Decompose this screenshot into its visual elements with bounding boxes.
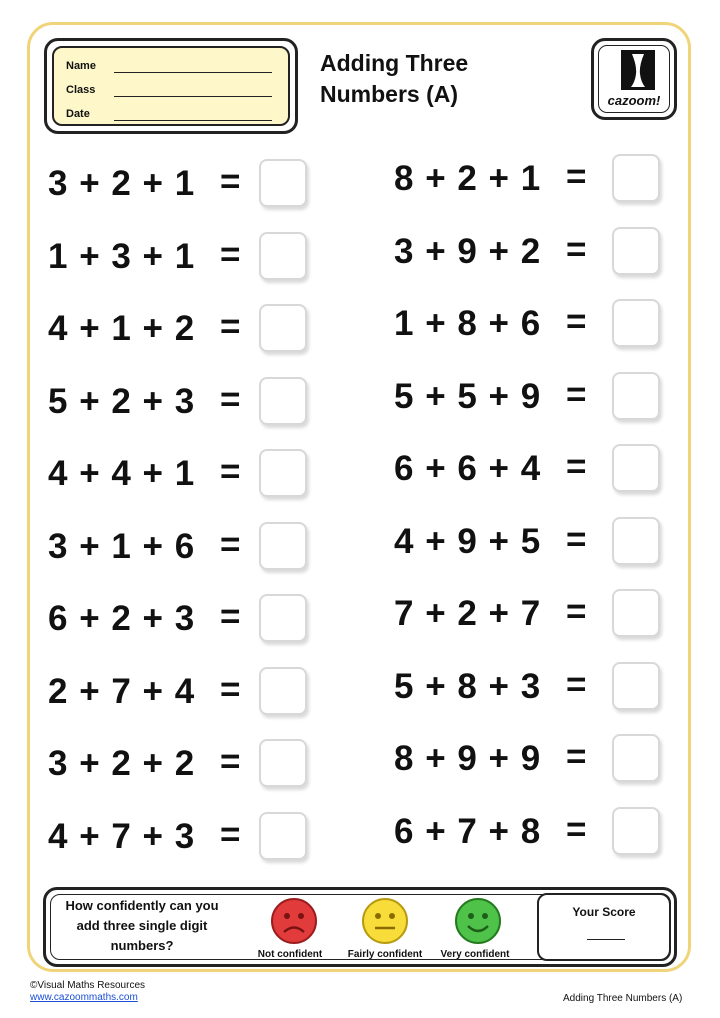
answer-box[interactable] bbox=[259, 812, 307, 860]
confidence-question: How confidently can you add three single digit numbers? bbox=[65, 898, 219, 953]
question-expression: 1 + 8 + 6 bbox=[394, 304, 542, 343]
date-line[interactable] bbox=[114, 120, 272, 121]
equals-sign: = bbox=[220, 307, 241, 346]
question-expression: 6 + 6 + 4 bbox=[394, 449, 542, 488]
name-line[interactable] bbox=[114, 72, 272, 73]
question-row bbox=[394, 225, 541, 279]
name-class-date-box bbox=[44, 38, 298, 134]
class-label: Class bbox=[66, 84, 96, 96]
question-row bbox=[48, 375, 195, 429]
very-confident-label: Very confident bbox=[440, 949, 510, 960]
your-score-label: Your Score bbox=[572, 905, 636, 919]
question-expression: 4 + 7 + 3 bbox=[48, 816, 196, 856]
question-expression: 4 + 1 + 2 bbox=[48, 309, 196, 348]
sad-face-icon[interactable] bbox=[269, 896, 319, 946]
equals-sign: = bbox=[566, 374, 587, 414]
copyright: ©Visual Maths Resources bbox=[30, 980, 146, 991]
question-row bbox=[394, 660, 541, 714]
question-expression: 8 + 9 + 9 bbox=[394, 739, 542, 778]
equals-sign: = bbox=[566, 664, 587, 704]
question-expression: 7 + 2 + 7 bbox=[394, 594, 542, 633]
question-expression: 3 + 2 + 1 bbox=[48, 164, 196, 203]
answer-box[interactable] bbox=[259, 594, 307, 642]
equals-sign: = bbox=[566, 302, 587, 341]
question-row bbox=[394, 515, 541, 569]
question-expression: 4 + 4 + 1 bbox=[48, 454, 196, 493]
equals-sign: = bbox=[220, 452, 241, 491]
equals-sign: = bbox=[566, 229, 587, 269]
equals-sign: = bbox=[566, 592, 587, 631]
question-row bbox=[48, 230, 195, 284]
question-expression: 4 + 9 + 5 bbox=[394, 521, 542, 561]
date-label: Date bbox=[66, 108, 90, 120]
question-row bbox=[394, 152, 541, 206]
answer-box[interactable] bbox=[259, 377, 307, 425]
question-row bbox=[48, 157, 195, 211]
equals-sign: = bbox=[566, 519, 587, 559]
question-expression: 3 + 2 + 2 bbox=[48, 744, 196, 783]
equals-sign: = bbox=[566, 737, 587, 776]
question-expression: 6 + 2 + 3 bbox=[48, 599, 196, 638]
question-row bbox=[394, 732, 541, 786]
equals-sign: = bbox=[566, 157, 587, 196]
answer-box[interactable] bbox=[612, 299, 660, 347]
equals-sign: = bbox=[566, 447, 587, 486]
class-line[interactable] bbox=[114, 96, 272, 97]
equals-sign: = bbox=[220, 379, 241, 419]
question-expression: 8 + 2 + 1 bbox=[394, 159, 542, 198]
equals-sign: = bbox=[220, 669, 241, 709]
equals-sign: = bbox=[220, 742, 241, 781]
name-label: Name bbox=[66, 60, 96, 72]
question-expression: 3 + 9 + 2 bbox=[394, 231, 542, 271]
score-box[interactable] bbox=[537, 893, 671, 961]
question-expression: 6 + 7 + 8 bbox=[394, 811, 542, 851]
answer-box[interactable] bbox=[259, 667, 307, 715]
question-expression: 5 + 8 + 3 bbox=[394, 666, 542, 706]
question-row bbox=[394, 370, 541, 424]
worksheet-title: Adding Three Numbers (A) bbox=[320, 50, 469, 107]
question-expression: 2 + 7 + 4 bbox=[48, 671, 196, 711]
cazoom-logo bbox=[591, 38, 677, 120]
answer-box[interactable] bbox=[259, 232, 307, 280]
question-row bbox=[394, 805, 541, 859]
equals-sign: = bbox=[220, 814, 241, 854]
question-row bbox=[48, 447, 195, 501]
answer-box[interactable] bbox=[612, 444, 660, 492]
question-row bbox=[48, 520, 195, 574]
question-row bbox=[48, 810, 195, 864]
answer-box[interactable] bbox=[259, 304, 307, 352]
score-line bbox=[587, 939, 625, 940]
equals-sign: = bbox=[220, 162, 241, 201]
equals-sign: = bbox=[220, 597, 241, 636]
happy-face-icon[interactable] bbox=[453, 896, 503, 946]
answer-box[interactable] bbox=[612, 589, 660, 637]
fairly-confident-label: Fairly confident bbox=[347, 949, 423, 960]
question-row bbox=[48, 592, 195, 646]
answer-box[interactable] bbox=[612, 662, 660, 710]
footer-title: Adding Three Numbers (A) bbox=[563, 993, 683, 1004]
question-row bbox=[48, 737, 195, 791]
equals-sign: = bbox=[220, 234, 241, 274]
question-expression: 5 + 5 + 9 bbox=[394, 376, 542, 416]
answer-box[interactable] bbox=[612, 734, 660, 782]
question-expression: 5 + 2 + 3 bbox=[48, 381, 196, 421]
equals-sign: = bbox=[566, 809, 587, 849]
logo-text: cazoom! bbox=[607, 93, 661, 108]
answer-box[interactable] bbox=[259, 449, 307, 497]
question-expression: 3 + 1 + 6 bbox=[48, 526, 196, 566]
answer-box[interactable] bbox=[612, 372, 660, 420]
answer-box[interactable] bbox=[612, 154, 660, 202]
question-row bbox=[394, 442, 541, 496]
answer-box[interactable] bbox=[259, 159, 307, 207]
question-row bbox=[48, 665, 195, 719]
neutral-face-icon[interactable] bbox=[360, 896, 410, 946]
answer-box[interactable] bbox=[612, 517, 660, 565]
website-link[interactable]: www.cazoommaths.com bbox=[30, 992, 138, 1003]
question-row bbox=[394, 297, 541, 351]
answer-box[interactable] bbox=[259, 522, 307, 570]
logo-icon bbox=[601, 50, 675, 94]
answer-box[interactable] bbox=[612, 227, 660, 275]
question-expression: 1 + 3 + 1 bbox=[48, 236, 196, 276]
answer-box[interactable] bbox=[612, 807, 660, 855]
answer-box[interactable] bbox=[259, 739, 307, 787]
question-row bbox=[48, 302, 195, 356]
not-confident-label: Not confident bbox=[257, 949, 323, 960]
question-row bbox=[394, 587, 541, 641]
equals-sign: = bbox=[220, 524, 241, 564]
